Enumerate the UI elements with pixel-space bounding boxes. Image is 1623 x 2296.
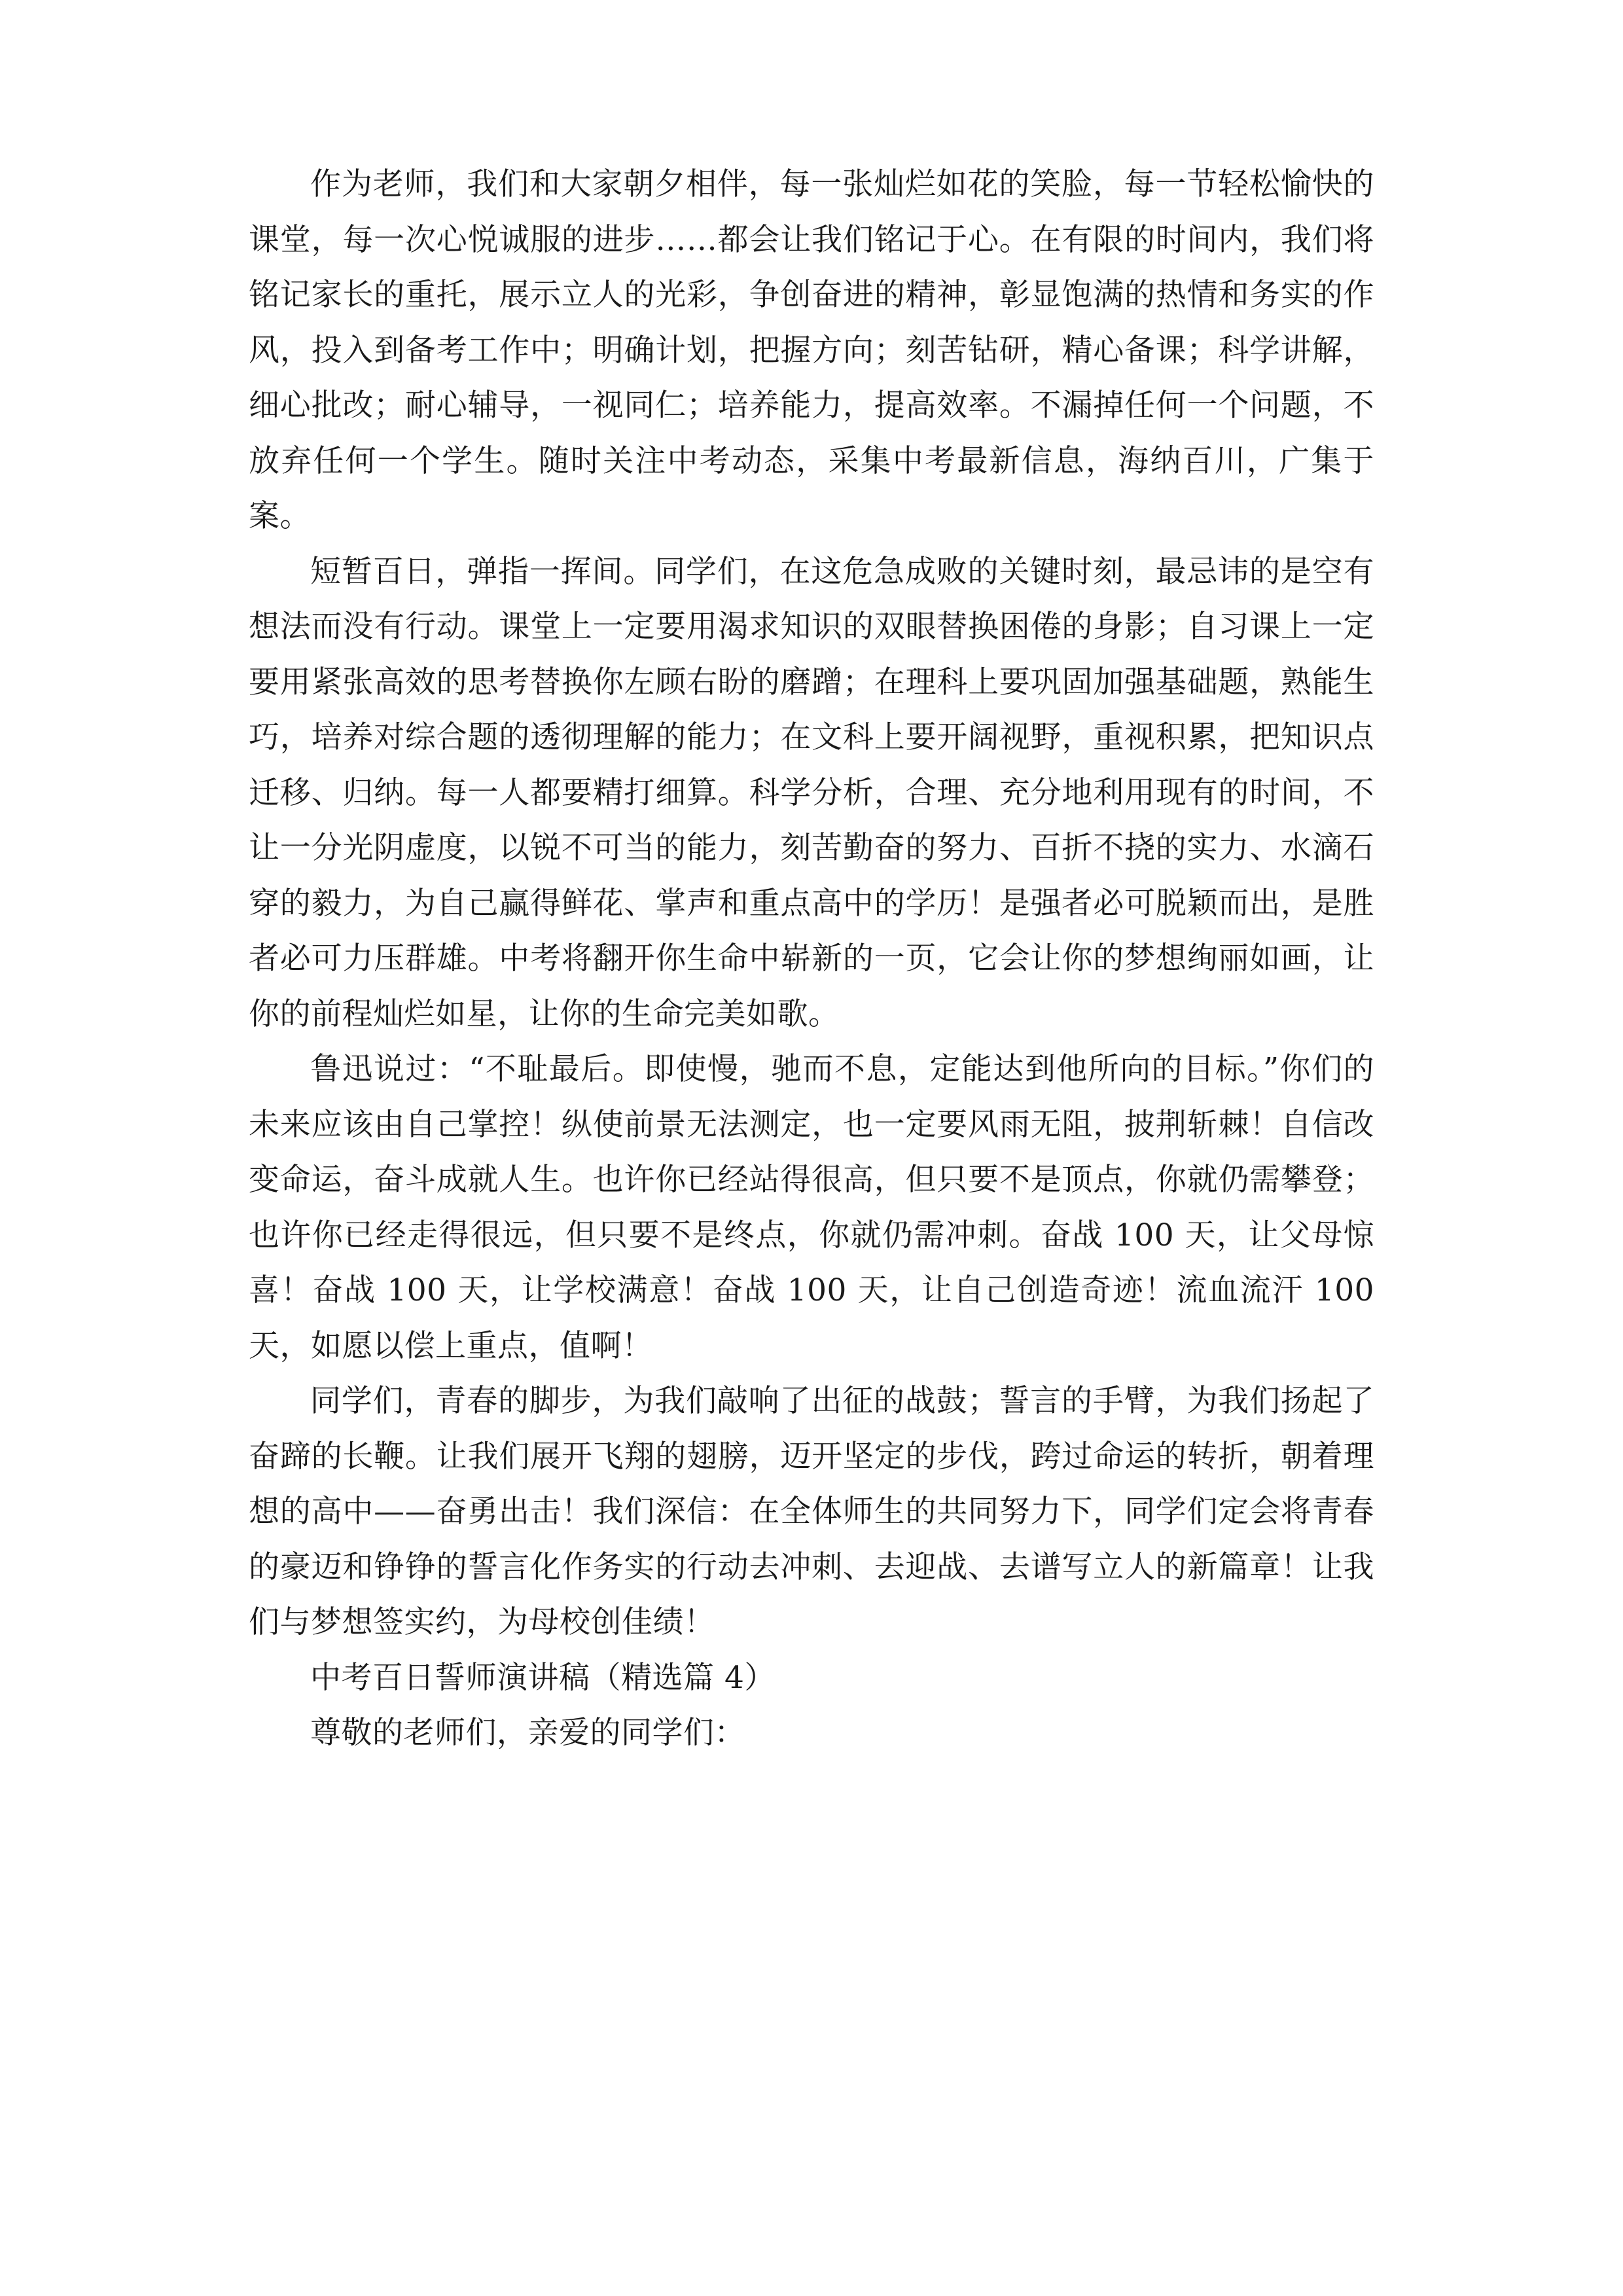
paragraph-lu-xun-quote: 鲁迅说过：“不耻最后。即使慢，驰而不息，定能达到他所向的目标。”你们的未来应该由自己掌控！纵使前景无法测定，也一定要风雨无阻，披荆斩棘！自信改变命运，奋斗成就人生。也许你已经站得很高，但只要不是顶点，你就仍需攀登；也许你已经走得很远，但只要不是终点，你就仍需冲刺。奋战 100 天，让父母惊喜！奋战 100 天，让学校满意！奋战 100 天，让自己创造奇迹！流血流汗 100 天，如愿以偿上重点，值啊！ (249, 1051, 1374, 1364)
document-body (249, 157, 1374, 1761)
salutation: 尊敬的老师们，亲爱的同学们： (310, 1715, 745, 1751)
paragraph-hundred-days: 短暂百日，弹指一挥间。同学们，在这危急成败的关键时刻，最忌讳的是空有想法而没有行动。课堂上一定要用渴求知识的双眼替换困倦的身影；自习课上一定要用紧张高效的思考替换你左顾右盼的磨蹭；在理科上要巩固加强基础题，熟能生巧，培养对综合题的透彻理解的能力；在文科上要开阔视野，重视积累，把知识点迁移、归纳。每一人都要精打细算。科学分析，合理、充分地利用现有的时间，不让一分光阴虚度，以锐不可当的能力，刻苦勤奋的努力、百折不挠的实力、水滴石穿的毅力，为自己赢得鲜花、掌声和重点高中的学历！是强者必可脱颖而出，是胜者必可力压群雄。中考将翻开你生命中崭新的一页，它会让你的梦想绚丽如画，让你的前程灿烂如星，让你的生命完美如歌。 (249, 553, 1374, 1032)
section-title: 中考百日誓师演讲稿（精选篇 4） (310, 1659, 776, 1696)
paragraph-teacher-commitment: 作为老师，我们和大家朝夕相伴，每一张灿烂如花的笑脸，每一节轻松愉快的课堂，每一次心悦诚服的进步……都会让我们铭记于心。在有限的时间内，我们将铭记家长的重托，展示立人的光彩，争创奋进的精神，彰显饱满的热情和务实的作风，投入到备考工作中；明确计划，把握方向；刻苦钻研，精心备课；科学讲解，细心批改；耐心辅导，一视同仁；培养能力，提高效率。不漏掉任何一个问题，不放弃任何一个学生。随时关注中考动态，采集中考最新信息，海纳百川，广集于案。 (249, 166, 1374, 534)
paragraph-youth-pledge: 同学们，青春的脚步，为我们敲响了出征的战鼓；誓言的手臂，为我们扬起了奋蹄的长鞭。让我们展开飞翔的翅膀，迈开坚定的步伐，跨过命运的转折，朝着理想的高中——奋勇出击！我们深信：在全体师生的共同努力下，同学们定会将青春的豪迈和铮铮的誓言化作务实的行动去冲刺、去迎战、去谱写立人的新篇章！让我们与梦想签实约，为母校创佳绩！ (249, 1383, 1374, 1640)
